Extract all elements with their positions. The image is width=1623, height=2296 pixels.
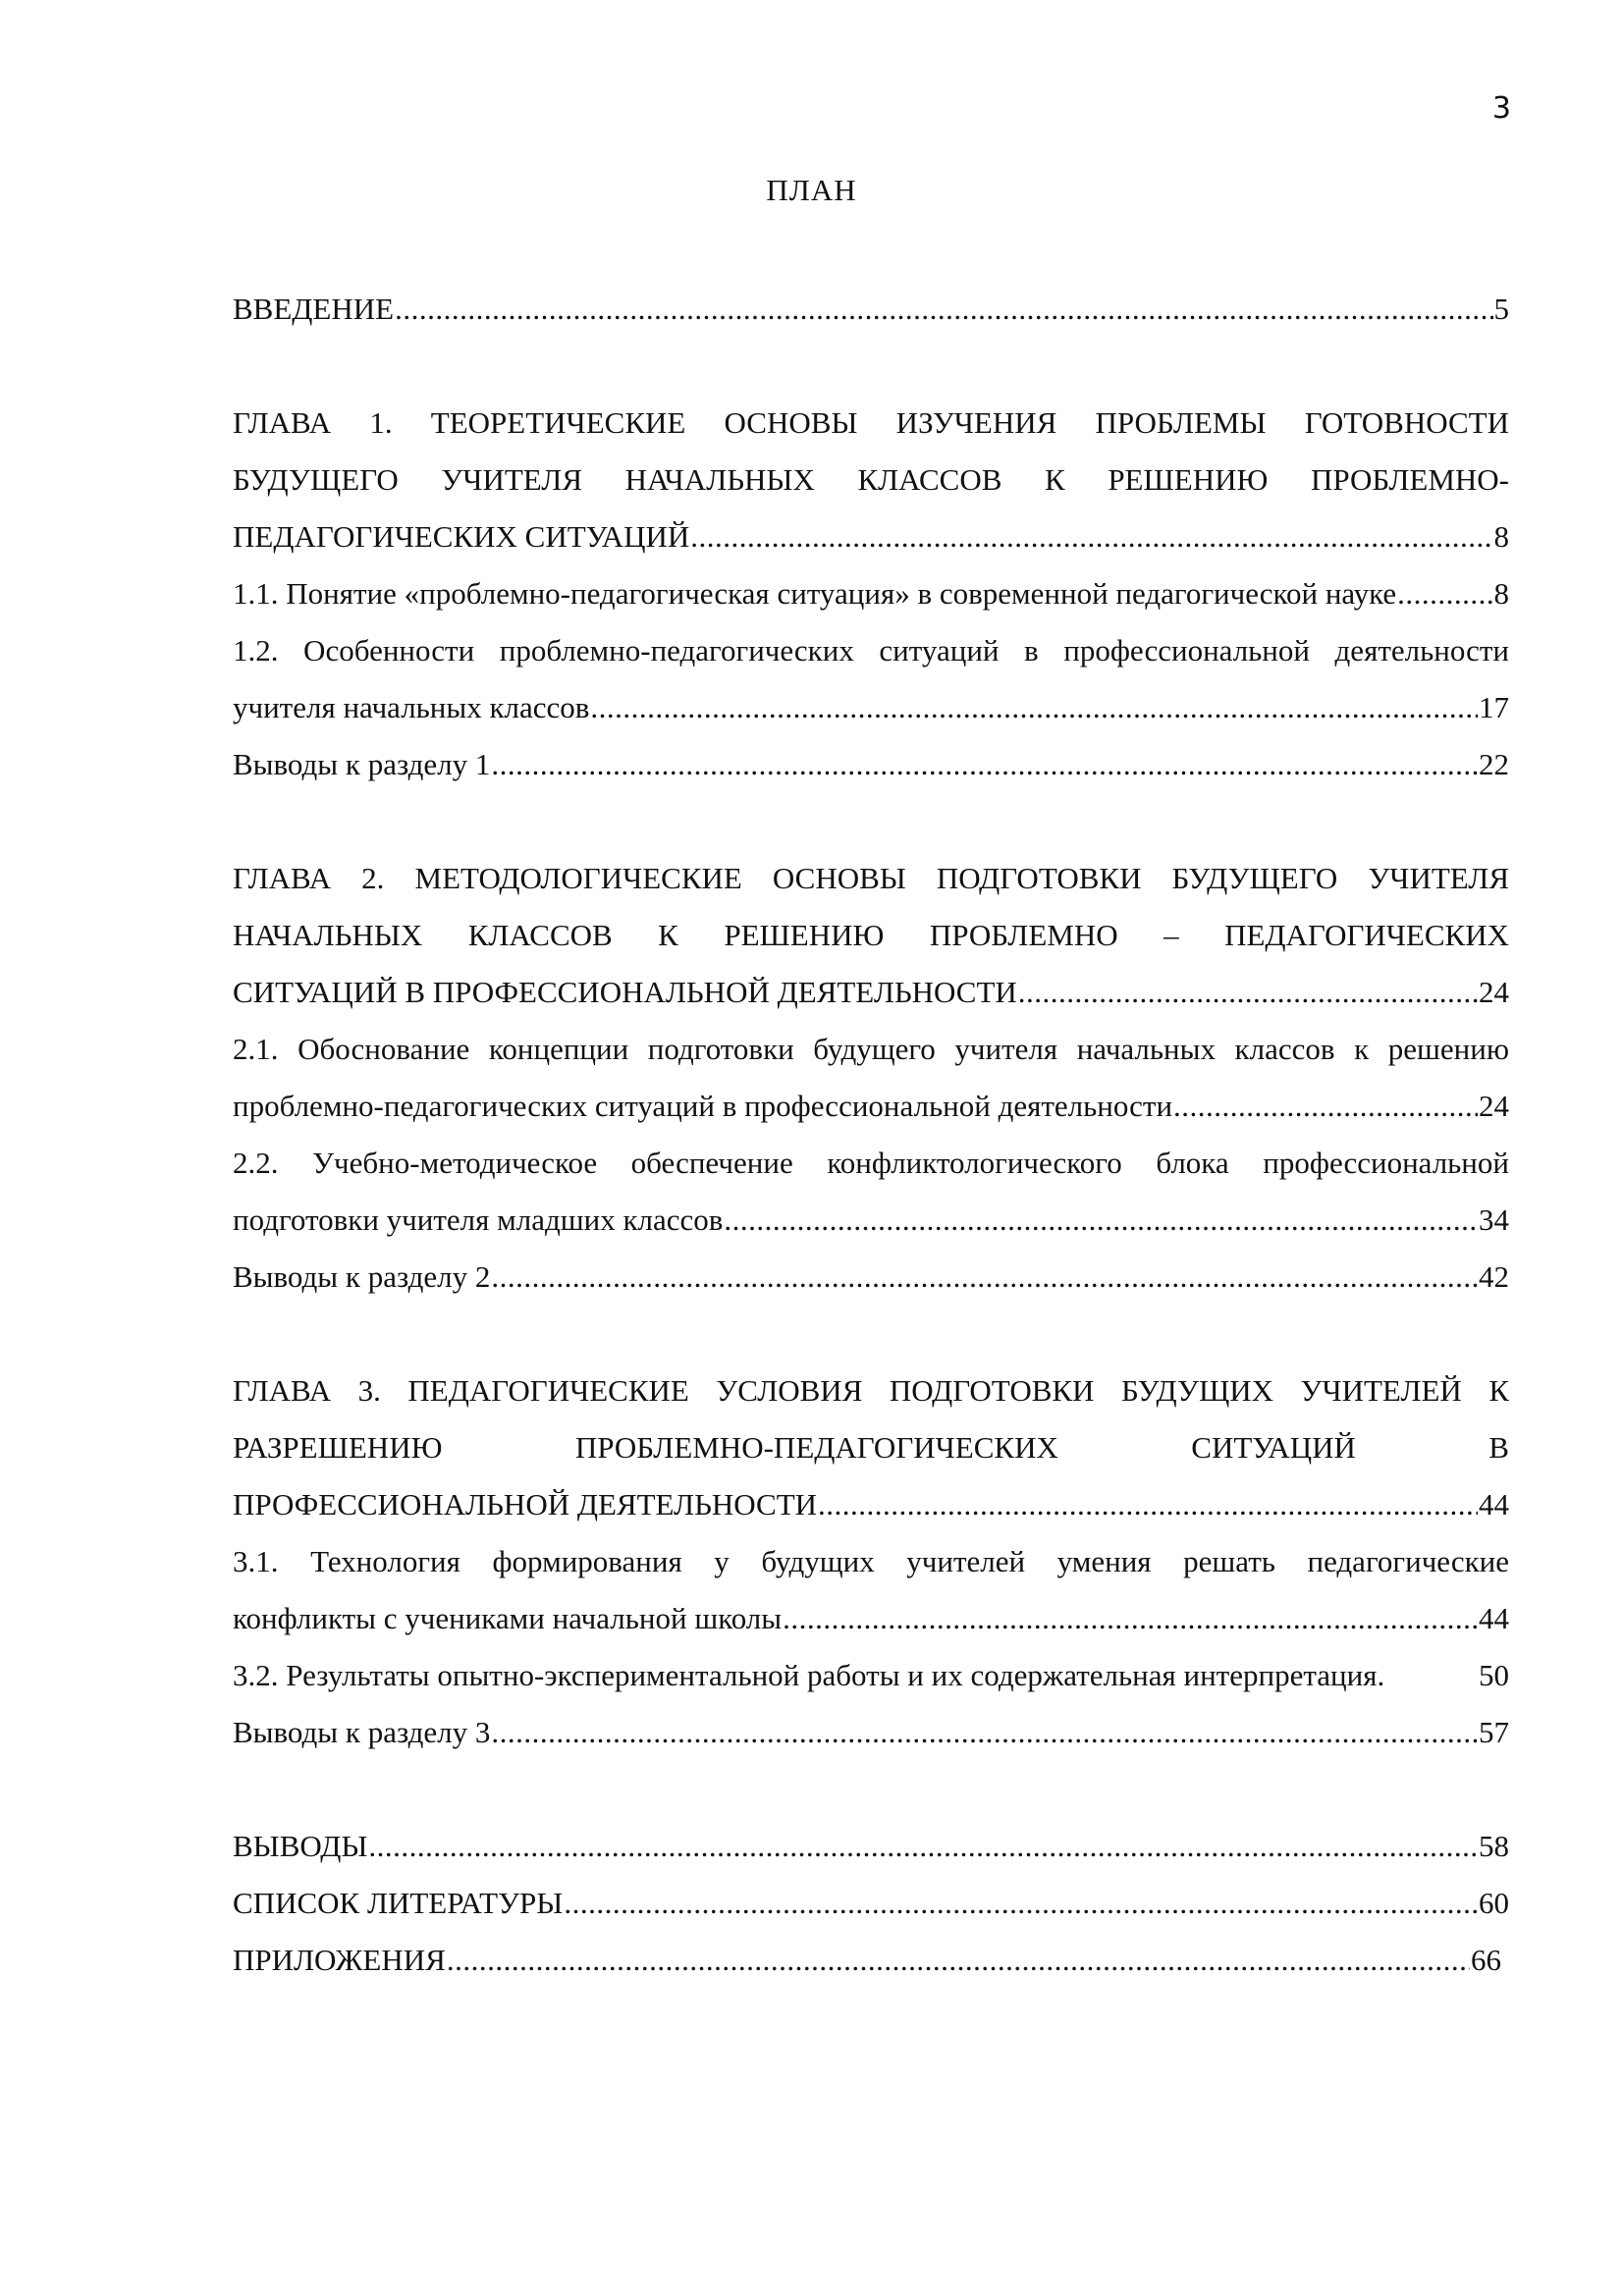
toc-entry-page: 44 [1479, 1487, 1509, 1522]
toc-entry-label: ВЫВОДЫ [233, 1829, 368, 1863]
toc-chapter-3 [233, 1362, 1509, 1533]
toc-chapter-line: БУДУЩЕГО УЧИТЕЛЯ НАЧАЛЬНЫХ КЛАССОВ К РЕШЕНИЮ ПРОБЛЕМНО- [233, 462, 1509, 497]
toc-chapter-line: СИТУАЦИЙ В ПРОФЕССИОНАЛЬНОЙ ДЕЯТЕЛЬНОСТИ [233, 975, 1017, 1009]
toc-conclusion-1 [233, 736, 1509, 793]
toc-entry-page: 24 [1479, 975, 1509, 1009]
dot-leader [724, 1192, 1478, 1249]
toc-chapter-line: ГЛАВА 3. ПЕДАГОГИЧЕСКИЕ УСЛОВИЯ ПОДГОТОВКИ БУДУЩИХ УЧИТЕЛЕЙ К [233, 1373, 1509, 1408]
toc-entry-label: проблемно-педагогических ситуаций в профессиональной деятельности [233, 1089, 1173, 1123]
toc-entry-line: 3.1. Технология формирования у будущих учителей умения решать педагогические [233, 1544, 1509, 1578]
toc-entry-label: 1.1. Понятие «проблемно-педагогическая ситуация» в современной педагогической науке [233, 576, 1397, 611]
toc-entry-page: 58 [1479, 1829, 1509, 1863]
toc-section-3-1 [233, 1533, 1509, 1647]
toc-conclusion-3 [233, 1704, 1509, 1761]
toc-entry-page: 44 [1479, 1601, 1509, 1635]
toc-entry-label: конфликты с учениками начальной школы [233, 1601, 783, 1635]
dot-leader [491, 1249, 1478, 1306]
toc-entry-label: Выводы к разделу 3 [233, 1715, 491, 1749]
toc-entry-label: ПРИЛОЖЕНИЯ [233, 1943, 446, 1977]
toc-entry-page: 8 [1493, 519, 1509, 554]
toc-section-1-1 [233, 565, 1509, 622]
toc-entry-page: 60 [1479, 1886, 1509, 1920]
toc-entry-page: 22 [1479, 747, 1509, 781]
toc-entry-line: 2.2. Учебно-методическое обеспечение конфликтологического блока профессиональной [233, 1146, 1509, 1180]
dot-leader [368, 1818, 1478, 1875]
toc-entry-label: Выводы к разделу 1 [233, 747, 491, 781]
dot-leader [690, 508, 1492, 565]
toc-section-2-1 [233, 1021, 1509, 1135]
toc-entry-label: подготовки учителя младших классов [233, 1202, 724, 1237]
toc-section-2-2 [233, 1135, 1509, 1249]
toc-entry-label: СПИСОК ЛИТЕРАТУРЫ [233, 1886, 564, 1920]
toc-entry-page: 5 [1493, 292, 1509, 326]
toc-chapter-line: ПРОФЕССИОНАЛЬНОЙ ДЕЯТЕЛЬНОСТИ [233, 1487, 818, 1522]
toc-entry-page: 66 [1471, 1943, 1501, 1977]
toc-chapter-1 [233, 395, 1509, 565]
toc-entry-page: 57 [1479, 1715, 1509, 1749]
toc-entry-appendices [233, 1932, 1509, 1989]
page-number: 3 [1491, 91, 1511, 126]
dot-leader [1397, 565, 1492, 622]
toc-chapter-2 [233, 850, 1509, 1021]
toc-entry-label: 3.2. Результаты опытно-экспериментальной работы и их содержательная интерпретация. [233, 1658, 1385, 1692]
toc-entry-conclusions [233, 1818, 1509, 1875]
toc-conclusion-2 [233, 1249, 1509, 1306]
toc-entry-intro [233, 281, 1509, 338]
toc-chapter-line: НАЧАЛЬНЫХ КЛАССОВ К РЕШЕНИЮ ПРОБЛЕМНО – ПЕДАГОГИЧЕСКИХ [233, 918, 1509, 952]
toc-section-1-2 [233, 622, 1509, 736]
toc-entry-page: 17 [1479, 690, 1509, 724]
toc-entry-references [233, 1875, 1509, 1932]
page-title: ПЛАН [766, 173, 857, 207]
toc-entry-page: 8 [1493, 576, 1509, 611]
dot-leader [1018, 964, 1478, 1021]
toc-chapter-line: ГЛАВА 2. МЕТОДОЛОГИЧЕСКИЕ ОСНОВЫ ПОДГОТОВКИ БУДУЩЕГО УЧИТЕЛЯ [233, 861, 1509, 895]
toc-entry-page: 34 [1479, 1202, 1509, 1237]
toc-entry-line: 1.2. Особенности проблемно-педагогических ситуаций в профессиональной деятельности [233, 633, 1509, 667]
dot-leader [1173, 1078, 1478, 1135]
dot-leader [395, 281, 1492, 338]
toc-entry-label: учителя начальных классов [233, 690, 590, 724]
dot-leader [783, 1590, 1478, 1647]
toc-entry-page: 50 [1479, 1658, 1509, 1692]
toc-entry-line: 2.1. Обоснование концепции подготовки будущего учителя начальных классов к решению [233, 1032, 1509, 1066]
toc-chapter-line: ПЕДАГОГИЧЕСКИХ СИТУАЦИЙ [233, 519, 690, 554]
toc-entry-label: ВВЕДЕНИЕ [233, 292, 395, 326]
toc-chapter-line: РАЗРЕШЕНИЮ ПРОБЛЕМНО-ПЕДАГОГИЧЕСКИХ СИТУАЦИЙ В [233, 1430, 1509, 1465]
toc-section-3-2 [233, 1647, 1509, 1704]
toc-entry-label: Выводы к разделу 2 [233, 1259, 491, 1294]
dot-leader [818, 1476, 1478, 1533]
toc-chapter-line: ГЛАВА 1. ТЕОРЕТИЧЕСКИЕ ОСНОВЫ ИЗУЧЕНИЯ ПРОБЛЕМЫ ГОТОВНОСТИ [233, 405, 1509, 440]
table-of-contents [233, 281, 1509, 1989]
dot-leader [447, 1932, 1470, 1989]
dot-leader [590, 679, 1478, 736]
dot-leader [491, 1704, 1478, 1761]
toc-entry-page: 42 [1479, 1259, 1509, 1294]
toc-entry-page: 24 [1479, 1089, 1509, 1123]
dot-leader [491, 736, 1478, 793]
dot-leader [564, 1875, 1478, 1932]
